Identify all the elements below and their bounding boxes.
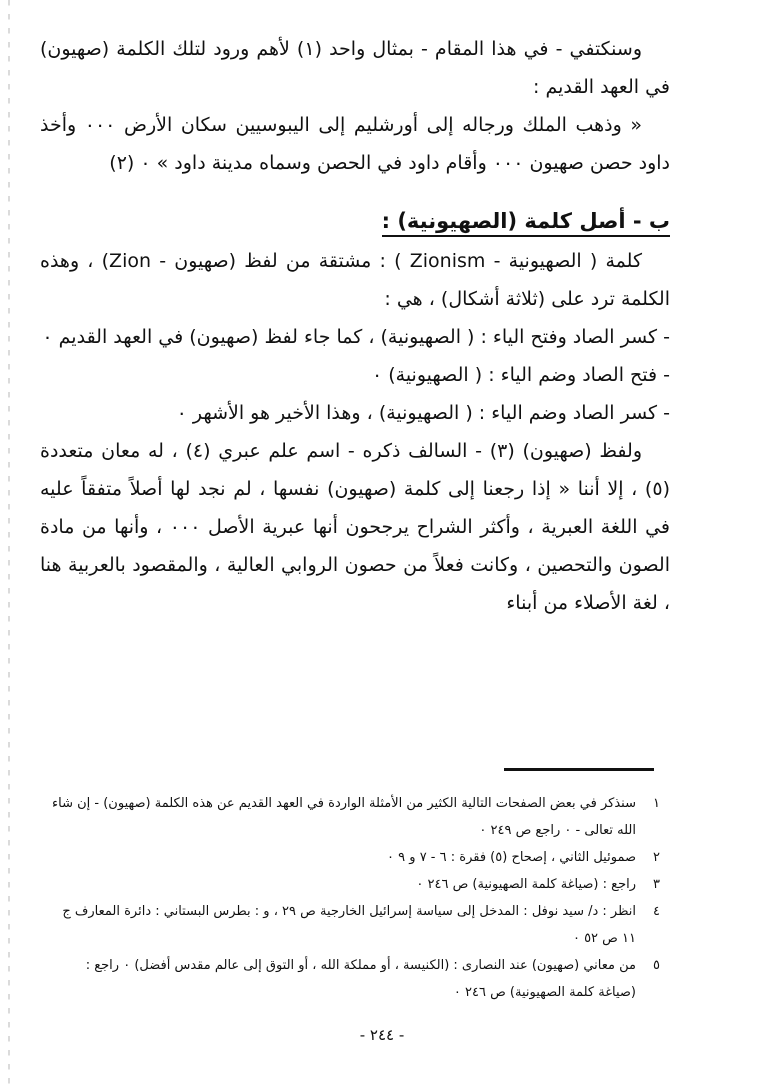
list-item-form-2: - فتح الصاد وضم الياء : ( الصهيونية) ٠ [371, 364, 670, 386]
paragraph-definition: كلمة ( الصهيونية - Zionism ) : مشتقة من لفظ (صهيون - Zion) ، وهذه الكلمة ترد على (ثلاثة أشكال) ، هي : [40, 250, 670, 310]
footnote-text: صموئيل الثاني ، إصحاح (٥) فقرة : ٦ - ٧ و ٩ ٠ [387, 850, 636, 865]
footnote-number: ١ [653, 796, 660, 811]
page-body [40, 30, 670, 622]
footnote-number: ٢ [653, 850, 660, 865]
footnote-item [50, 871, 660, 898]
footnote-item [50, 952, 660, 1006]
footnote-separator [504, 768, 654, 771]
footnote-number: ٣ [653, 877, 660, 892]
footnote-number: ٥ [653, 958, 660, 973]
paragraph-etymology: ولفظ (صهيون) (٣) - السالف ذكره - اسم علم عبري (٤) ، له معان متعددة (٥) ، إلا أننا « إذا رجعنا إلى كلمة (صهيون) نفسها ، لم نجد لها أصلاً متفقاً عليه في اللغة العبرية ، وأكثر الشراح يرجحون أنها عبرية الأصل ٠٠٠ ، وأنها من مادة الصون والتحصين ، وكانت فعلاً من حصون الروابي العالية ، والمقصود بالعربية هنا ، لغة الأصلاء من أبناء [40, 440, 670, 614]
footnote-text: راجع : (صياغة كلمة الصهيونية) ص ٢٤٦ ٠ [416, 877, 636, 892]
footnote-text: انظر : د/ سيد نوفل : المدخل إلى سياسة إسرائيل الخارجية ص ٢٩ ، و : بطرس البستاني : دائرة المعارف ج ١١ ص ٥٢ ٠ [62, 904, 636, 946]
paragraph-intro: وسنكتفي - في هذا المقام - بمثال واحد (١) لأهم ورود لتلك الكلمة (صهيون) في العهد القديم : [40, 38, 670, 98]
footnotes [50, 790, 660, 1006]
footnote-text: سنذكر في بعض الصفحات التالية الكثير من الأمثلة الواردة في العهد القديم عن هذه الكلمة (صهيون) - إن شاء الله تعالى - ٠ راجع ص ٢٤٩ ٠ [52, 796, 636, 838]
footnote-item [50, 790, 660, 844]
page-number: - ٢٤٤ - [359, 1026, 405, 1044]
paragraph-quote: « وذهب الملك ورجاله إلى أورشليم إلى اليبوسيين سكان الأرض ٠٠٠ وأخذ داود حصن صهيون ٠٠٠ وأقام داود في الحصن وسماه مدينة داود » ٠ (٢) [40, 114, 670, 174]
section-heading [40, 204, 670, 238]
list-item-form-3: - كسر الصاد وضم الياء : ( الصهيونية) ، وهذا الأخير هو الأشهر ٠ [176, 402, 670, 424]
footnote-item [50, 898, 660, 952]
scan-edge-dots [8, 0, 10, 1084]
list-item-form-1: - كسر الصاد وفتح الياء : ( الصهيونية) ، كما جاء لفظ (صهيون) في العهد القديم ٠ [42, 326, 670, 348]
footnote-text: من معاني (صهيون) عند النصارى : (الكنيسة ، أو مملكة الله ، أو التوق إلى عالم مقدس أفضل) ٠ راجع : (صياغة كلمة الصهيونية) ص ٢٤٦ ٠ [85, 958, 636, 1000]
footnote-number: ٤ [653, 904, 660, 919]
footnote-item [50, 844, 660, 871]
section-heading-text: ب - أصل كلمة (الصهيونية) : [382, 209, 670, 237]
